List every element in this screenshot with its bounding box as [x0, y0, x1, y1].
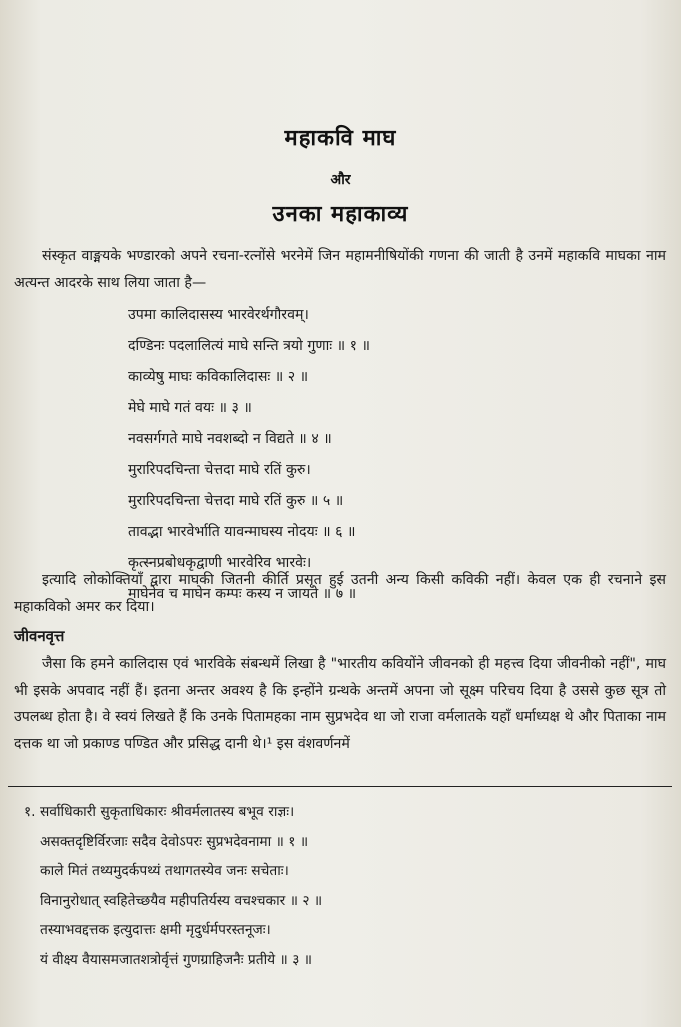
title-line-3: उनका महाकाव्य	[272, 202, 409, 227]
verse-line: मुरारिपदचिन्ता चेत्तदा माघे रतिं कुरु ॥ ५ ॥	[128, 493, 344, 509]
verse-block	[128, 300, 548, 610]
footnote-line: काले मितं तथ्यमुदर्कपथ्यं तथागतस्येव जनः सचेताः।	[40, 863, 289, 879]
footnote-divider	[8, 786, 672, 787]
footnote-line: तस्याभवद्दत्तक इत्युदात्तः क्षमी मृदुर्धर्मपरस्तनूजः।	[40, 922, 271, 938]
verse-line: कृत्स्नप्रबोधकृद्वाणी भारवेरिव भारवेः।	[128, 555, 312, 571]
footnote-block	[24, 798, 660, 975]
footnote-line: १. सर्वाधिकारी सुकृताधिकारः श्रीवर्मलातस्य बभूव राज्ञः।	[24, 804, 295, 820]
verse-line: नवसर्गगते माघे नवशब्दो न विद्यते ॥ ४ ॥	[128, 431, 332, 447]
verse-line: दण्डिनः पदलालित्यं माघे सन्ति त्रयो गुणाः ॥ १ ॥	[128, 338, 371, 354]
title-line-1: महाकवि माघ	[284, 126, 397, 151]
verse-line: मुरारिपदचिन्ता चेत्तदा माघे रतिं कुरु।	[128, 462, 311, 478]
biography-paragraph: जैसा कि हमने कालिदास एवं भारविके संबन्धमें लिखा है "भारतीय कवियोंने जीवनको ही महत्त्व दिया जीवनीको नहीं", माघ भी इसके अपवाद नहीं हैं। इतना अन्तर अवश्य है कि इन्होंने ग्रन्थके अन्तमें अपना जो सूक्ष्म परिचय दिया है उससे कुछ सूत्र तो उपलब्ध होता है। वे स्वयं लिखते हैं कि उनके पितामहका नाम सुप्रभदेव था जो राजा वर्मलातके यहाँ धर्माध्यक्ष थे और पिताका नाम दत्तक था जो प्रकाण्ड पण्डित और प्रसिद्ध दानी थे।¹ इस वंशवर्णनमें	[14, 656, 666, 752]
intro-paragraph: संस्कृत वाङ्मयके भण्डारको अपने रचना-रत्नोंसे भरनेमें जिन महामनीषियोंकी गणना की जाती है उनमें महाकवि माघका नाम अत्यन्त आदरके साथ लिया जाता है—	[14, 248, 666, 291]
footnote-line: यं वीक्ष्य वैयासमजातशत्रोर्वृत्तं गुणग्राहिजनैः प्रतीये ॥ ३ ॥	[40, 951, 313, 968]
footnote-line: असक्तदृष्टिर्विरजाः सदैव देवोऽपरः सुप्रभदेवनामा ॥ १ ॥	[40, 833, 309, 850]
verse-line: उपमा कालिदासस्य भारवेरर्थगौरवम्।	[128, 307, 309, 323]
footnote-line: विनानुरोधात् स्वहितेच्छयैव महीपतिर्यस्य वचश्चकार ॥ २ ॥	[40, 892, 323, 909]
after-verses-paragraph: इत्यादि लोकोक्तियाँ द्वारा माघकी जितनी कीर्ति प्रसृत हुई उतनी अन्य किसी कविकी नहीं। केवल एक ही रचनाने इस महाकविको अमर कर दिया।	[14, 572, 666, 615]
verse-line: तावद्भा भारवेर्भाति यावन्माघस्य नोदयः ॥ ६ ॥	[128, 524, 356, 540]
verse-line: मेघे माघे गतं वयः ॥ ३ ॥	[128, 400, 252, 416]
verse-line: काव्येषु माघः कविकालिदासः ॥ २ ॥	[128, 369, 309, 385]
title-line-2: और	[330, 172, 351, 188]
verse-line: माघेनेव च माघेन कम्पः कस्य न जायते ॥ ७ ॥	[128, 586, 357, 602]
section-heading: जीवनवृत्त	[14, 627, 65, 645]
